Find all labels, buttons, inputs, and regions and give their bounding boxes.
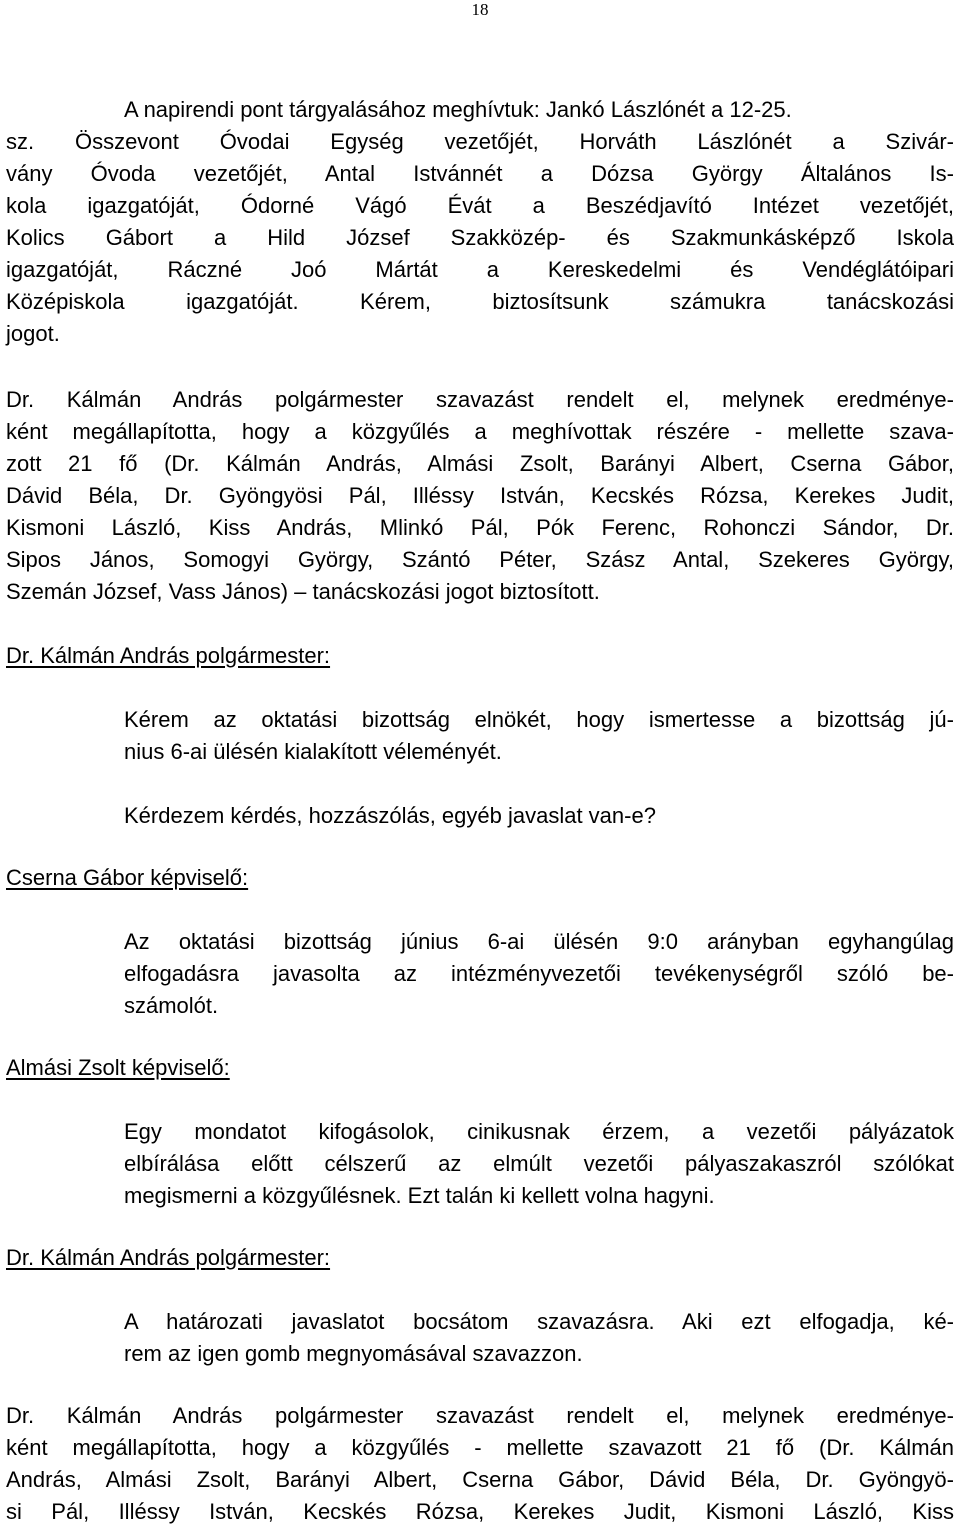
text-line: vány Óvoda vezetőjét, Antal Istvánnét a Dózsa György Általános Is- <box>6 161 954 186</box>
paragraph-cserna <box>124 926 954 1022</box>
text-line: A határozati javaslatot bocsátom szavazásra. Aki ezt elfogadja, ké- <box>124 1309 954 1334</box>
text-line: elfogadásra javasolta az intézményvezetői tevékenységről szóló be- <box>124 961 954 986</box>
paragraph-mayor-request <box>124 704 954 768</box>
text-line: számolót. <box>124 993 219 1018</box>
text-line: Kérdezem kérdés, hozzászólás, egyéb javaslat van-e? <box>124 803 656 828</box>
text-line: A napirendi pont tárgyalásához meghívtuk: Jankó Lászlónét a 12-25. <box>124 97 792 122</box>
paragraph-almasi <box>124 1116 954 1212</box>
paragraph-vote-result-1 <box>6 384 954 608</box>
text-line: igazgatóját, Ráczné Joó Mártát a Kereskedelmi és Vendéglátóipari <box>6 257 954 282</box>
paragraph-vote-result-2 <box>6 1400 954 1528</box>
text-line: megismerni a közgyűlésnek. Ezt talán ki kellett volna hagyni. <box>124 1183 715 1208</box>
text-line: Kérem az oktatási bizottság elnökét, hogy ismertesse a bizottság jú- <box>124 707 954 732</box>
text-line: si Pál, Illéssy István, Kecskés Rózsa, Kerekes Judit, Kismoni László, Kiss <box>6 1499 954 1524</box>
text-line: Sipos János, Somogyi György, Szántó Péter, Szász Antal, Szekeres György, <box>6 547 954 572</box>
speaker-heading-almasi: Almási Zsolt képviselő: <box>6 1055 230 1080</box>
text-line: elbírálása előtt célszerű az elmúlt vezetői pályaszakaszról szólókat <box>124 1151 954 1176</box>
paragraph-mayor-question <box>124 800 954 832</box>
text-line: Dr. Kálmán András polgármester szavazást rendelt el, melynek eredménye- <box>6 387 954 412</box>
text-line: Középiskola igazgatóját. Kérem, biztosítsunk számukra tanácskozási <box>6 289 954 314</box>
speaker-heading-mayor: Dr. Kálmán András polgármester: <box>6 643 331 668</box>
text-line: András, Almási Zsolt, Barányi Albert, Cserna Gábor, Dávid Béla, Dr. Gyöngyö- <box>6 1467 954 1492</box>
text-line: Dr. Kálmán András polgármester szavazást rendelt el, melynek eredménye- <box>6 1403 954 1428</box>
page-number: 18 <box>471 0 489 19</box>
text-line: ként megállapította, hogy a közgyűlés a meghívottak részére - mellette szava- <box>6 419 954 444</box>
text-line: sz. Összevont Óvodai Egység vezetőjét, Horváth Lászlónét a Szivár- <box>6 129 954 154</box>
text-line: Dávid Béla, Dr. Gyöngyösi Pál, Illéssy István, Kecskés Rózsa, Kerekes Judit, <box>6 483 954 508</box>
text-line: zott 21 fő (Dr. Kálmán András, Almási Zsolt, Barányi Albert, Cserna Gábor, <box>6 451 954 476</box>
paragraph-invitees <box>124 94 954 126</box>
speaker-heading-mayor-2: Dr. Kálmán András polgármester: <box>6 1245 331 1270</box>
text-line: Az oktatási bizottság június 6-ai ülésén 9:0 arányban egyhangúlag <box>124 929 954 954</box>
text-line: Kismoni László, Kiss András, Mlinkó Pál, Pók Ferenc, Rohonczi Sándor, Dr. <box>6 515 954 540</box>
text-line: ként megállapította, hogy a közgyűlés - mellette szavazott 21 fő (Dr. Kálmán <box>6 1435 954 1460</box>
text-line: rem az igen gomb megnyomásával szavazzon. <box>124 1341 583 1366</box>
text-line: Kolics Gábort a Hild József Szakközép- és Szakmunkásképző Iskola <box>6 225 954 250</box>
paragraph-mayor-vote-call <box>124 1306 954 1370</box>
text-line: jogot. <box>6 321 60 346</box>
text-line: Egy mondatot kifogásolok, cinikusnak érzem, a vezetői pályázatok <box>124 1119 954 1144</box>
text-line: nius 6-ai ülésén kialakított véleményét. <box>124 739 502 764</box>
text-line: Szemán József, Vass János) – tanácskozási jogot biztosított. <box>6 579 600 604</box>
paragraph-invitees-continued <box>6 126 954 350</box>
text-line: kola igazgatóját, Ódorné Vágó Évát a Beszédjavító Intézet vezetőjét, <box>6 193 954 218</box>
speaker-heading-cserna: Cserna Gábor képviselő: <box>6 865 249 890</box>
